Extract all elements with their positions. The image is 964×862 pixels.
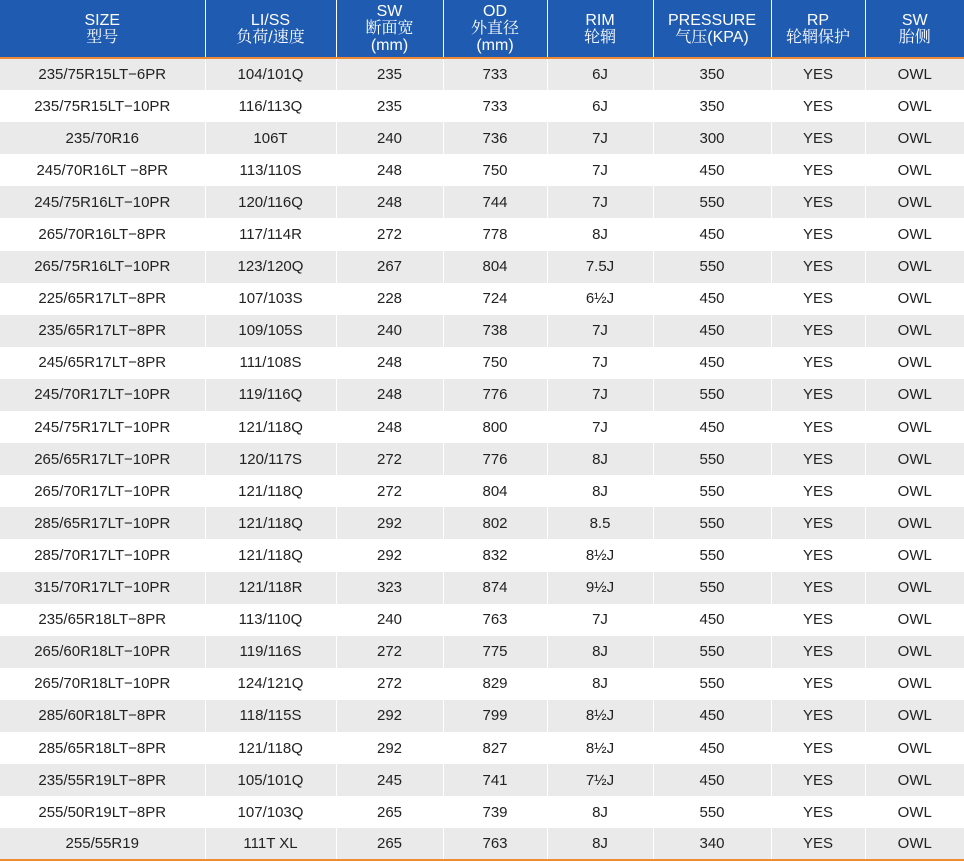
cell-rim-protector: YES [771,539,865,571]
cell-pressure: 450 [653,604,771,636]
cell-rim: 7J [547,122,653,154]
cell-outer-diameter: 776 [443,443,547,475]
cell-sidewall: OWL [865,186,964,218]
cell-load-speed: 105/101Q [205,764,336,796]
cell-outer-diameter: 776 [443,379,547,411]
cell-section-width: 248 [336,347,443,379]
cell-pressure: 450 [653,315,771,347]
cell-pressure: 450 [653,700,771,732]
cell-section-width: 248 [336,186,443,218]
cell-rim-protector: YES [771,186,865,218]
header-load-speed-cn: 负荷/速度 [236,28,305,46]
cell-pressure: 300 [653,122,771,154]
cell-pressure: 450 [653,347,771,379]
cell-pressure: 350 [653,90,771,122]
cell-rim: 7J [547,315,653,347]
table-row [0,90,964,122]
cell-section-width: 248 [336,154,443,186]
cell-pressure: 550 [653,251,771,283]
cell-pressure: 550 [653,539,771,571]
cell-rim-protector: YES [771,154,865,186]
cell-outer-diameter: 827 [443,732,547,764]
header-rim-cn: 轮辋 [583,28,616,46]
cell-load-speed: 120/117S [205,443,336,475]
header-outer-diameter-cn: 外直径 [470,20,519,37]
cell-size: 255/50R19LT−8PR [0,796,205,828]
cell-section-width: 272 [336,218,443,250]
cell-load-speed: 116/113Q [205,90,336,122]
cell-rim-protector: YES [771,411,865,443]
table-row [0,283,964,315]
header-sidewall [865,0,964,58]
cell-load-speed: 121/118Q [205,732,336,764]
cell-size: 235/75R15LT−6PR [0,58,205,90]
cell-size: 245/75R17LT−10PR [0,411,205,443]
cell-pressure: 450 [653,411,771,443]
table-row [0,347,964,379]
table-row [0,218,964,250]
cell-outer-diameter: 800 [443,411,547,443]
cell-section-width: 292 [336,539,443,571]
cell-sidewall: OWL [865,668,964,700]
header-outer-diameter [443,0,547,58]
cell-section-width: 228 [336,283,443,315]
cell-rim: 7J [547,347,653,379]
header-pressure [653,0,771,58]
cell-pressure: 550 [653,186,771,218]
cell-rim-protector: YES [771,636,865,668]
cell-sidewall: OWL [865,796,964,828]
header-pressure-en: PRESSURE [667,11,757,29]
cell-load-speed: 124/121Q [205,668,336,700]
table-row [0,668,964,700]
header-section-width-en: SW [376,3,403,20]
cell-load-speed: 107/103Q [205,796,336,828]
cell-size: 285/65R17LT−10PR [0,507,205,539]
cell-sidewall: OWL [865,507,964,539]
cell-sidewall: OWL [865,604,964,636]
header-rim-en: RIM [585,11,615,29]
cell-size: 285/70R17LT−10PR [0,539,205,571]
cell-rim-protector: YES [771,828,865,860]
cell-sidewall: OWL [865,315,964,347]
header-rim-protector-cn: 轮辋保护 [785,28,850,46]
cell-outer-diameter: 750 [443,154,547,186]
cell-pressure: 550 [653,379,771,411]
cell-rim: 8½J [547,700,653,732]
cell-sidewall: OWL [865,443,964,475]
table-row [0,379,964,411]
cell-section-width: 272 [336,668,443,700]
table-row [0,251,964,283]
cell-load-speed: 113/110S [205,154,336,186]
cell-rim-protector: YES [771,283,865,315]
table-row [0,636,964,668]
cell-rim: 8.5 [547,507,653,539]
cell-rim: 8½J [547,539,653,571]
header-rim [547,0,653,58]
cell-outer-diameter: 733 [443,90,547,122]
cell-sidewall: OWL [865,732,964,764]
header-outer-diameter-unit: (mm) [476,37,514,54]
cell-rim-protector: YES [771,796,865,828]
cell-load-speed: 109/105S [205,315,336,347]
cell-load-speed: 120/116Q [205,186,336,218]
cell-sidewall: OWL [865,700,964,732]
cell-size: 235/75R15LT−10PR [0,90,205,122]
cell-size: 235/65R18LT−8PR [0,604,205,636]
cell-load-speed: 121/118Q [205,411,336,443]
cell-outer-diameter: 778 [443,218,547,250]
cell-size: 315/70R17LT−10PR [0,572,205,604]
table-header [0,0,964,58]
cell-size: 235/65R17LT−8PR [0,315,205,347]
header-section-width-unit: (mm) [370,37,409,54]
cell-pressure: 450 [653,732,771,764]
table-row [0,443,964,475]
cell-outer-diameter: 736 [443,122,547,154]
cell-sidewall: OWL [865,411,964,443]
cell-rim: 7½J [547,764,653,796]
cell-section-width: 323 [336,572,443,604]
cell-pressure: 350 [653,58,771,90]
cell-size: 245/70R16LT −8PR [0,154,205,186]
cell-size: 255/55R19 [0,828,205,860]
cell-rim: 6J [547,58,653,90]
cell-rim-protector: YES [771,379,865,411]
header-rim-protector-en: RP [806,11,830,29]
cell-sidewall: OWL [865,218,964,250]
cell-pressure: 550 [653,507,771,539]
table-row [0,58,964,90]
cell-outer-diameter: 829 [443,668,547,700]
cell-load-speed: 118/115S [205,700,336,732]
cell-outer-diameter: 775 [443,636,547,668]
cell-section-width: 240 [336,604,443,636]
cell-size: 225/65R17LT−8PR [0,283,205,315]
cell-section-width: 272 [336,475,443,507]
cell-rim-protector: YES [771,604,865,636]
cell-size: 245/75R16LT−10PR [0,186,205,218]
header-size [0,0,205,58]
cell-outer-diameter: 741 [443,764,547,796]
cell-load-speed: 111/108S [205,347,336,379]
header-rim-protector [771,0,865,58]
cell-load-speed: 119/116S [205,636,336,668]
cell-rim-protector: YES [771,572,865,604]
cell-sidewall: OWL [865,379,964,411]
cell-sidewall: OWL [865,828,964,860]
header-load-speed-en: LI/SS [250,11,291,29]
cell-sidewall: OWL [865,572,964,604]
cell-size: 285/60R18LT−8PR [0,700,205,732]
cell-outer-diameter: 763 [443,604,547,636]
cell-size: 265/70R16LT−8PR [0,218,205,250]
cell-outer-diameter: 874 [443,572,547,604]
cell-load-speed: 111T XL [205,828,336,860]
table-row [0,186,964,218]
cell-section-width: 292 [336,700,443,732]
cell-rim: 7J [547,411,653,443]
cell-outer-diameter: 763 [443,828,547,860]
cell-outer-diameter: 832 [443,539,547,571]
cell-rim-protector: YES [771,732,865,764]
cell-rim: 8J [547,796,653,828]
cell-rim: 7J [547,604,653,636]
header-size-en: SIZE [84,11,121,29]
table-row [0,507,964,539]
cell-rim: 8J [547,443,653,475]
cell-load-speed: 121/118Q [205,507,336,539]
header-load-speed [205,0,336,58]
cell-size: 235/70R16 [0,122,205,154]
cell-load-speed: 107/103S [205,283,336,315]
cell-pressure: 450 [653,218,771,250]
cell-section-width: 272 [336,636,443,668]
cell-pressure: 550 [653,443,771,475]
cell-rim: 7J [547,379,653,411]
cell-pressure: 450 [653,154,771,186]
cell-sidewall: OWL [865,347,964,379]
cell-rim: 8½J [547,732,653,764]
cell-rim: 6½J [547,283,653,315]
cell-section-width: 272 [336,443,443,475]
cell-outer-diameter: 799 [443,700,547,732]
header-row [0,0,964,58]
cell-sidewall: OWL [865,251,964,283]
cell-sidewall: OWL [865,475,964,507]
cell-section-width: 265 [336,796,443,828]
cell-sidewall: OWL [865,58,964,90]
cell-sidewall: OWL [865,636,964,668]
table-row [0,411,964,443]
table-row [0,122,964,154]
cell-rim: 8J [547,218,653,250]
cell-size: 265/65R17LT−10PR [0,443,205,475]
cell-load-speed: 106T [205,122,336,154]
cell-rim-protector: YES [771,347,865,379]
cell-outer-diameter: 804 [443,251,547,283]
cell-load-speed: 113/110Q [205,604,336,636]
cell-rim: 8J [547,636,653,668]
cell-section-width: 292 [336,732,443,764]
cell-rim-protector: YES [771,315,865,347]
cell-rim: 7J [547,154,653,186]
cell-sidewall: OWL [865,764,964,796]
cell-outer-diameter: 750 [443,347,547,379]
cell-outer-diameter: 744 [443,186,547,218]
cell-section-width: 245 [336,764,443,796]
header-sidewall-cn: 胎侧 [898,28,931,46]
cell-sidewall: OWL [865,154,964,186]
cell-outer-diameter: 802 [443,507,547,539]
cell-rim-protector: YES [771,251,865,283]
cell-sidewall: OWL [865,283,964,315]
cell-pressure: 550 [653,475,771,507]
table-row [0,764,964,796]
cell-pressure: 550 [653,636,771,668]
cell-outer-diameter: 804 [443,475,547,507]
table-row [0,154,964,186]
cell-rim-protector: YES [771,507,865,539]
cell-size: 265/75R16LT−10PR [0,251,205,283]
table-row [0,475,964,507]
cell-outer-diameter: 724 [443,283,547,315]
cell-rim-protector: YES [771,218,865,250]
cell-load-speed: 123/120Q [205,251,336,283]
cell-pressure: 550 [653,796,771,828]
cell-pressure: 450 [653,283,771,315]
cell-section-width: 235 [336,58,443,90]
cell-load-speed: 119/116Q [205,379,336,411]
header-pressure-cn: 气压(KPA) [675,28,749,46]
cell-rim-protector: YES [771,700,865,732]
cell-rim: 6J [547,90,653,122]
header-outer-diameter-en: OD [483,3,507,20]
header-sidewall-en: SW [901,11,928,29]
cell-load-speed: 121/118R [205,572,336,604]
cell-sidewall: OWL [865,90,964,122]
table-row [0,732,964,764]
cell-outer-diameter: 738 [443,315,547,347]
cell-section-width: 235 [336,90,443,122]
table-row [0,700,964,732]
table-row [0,828,964,860]
table-body [0,58,964,860]
cell-size: 245/70R17LT−10PR [0,379,205,411]
table-row [0,572,964,604]
cell-section-width: 240 [336,122,443,154]
cell-rim-protector: YES [771,90,865,122]
cell-rim: 7J [547,186,653,218]
cell-sidewall: OWL [865,122,964,154]
cell-sidewall: OWL [865,539,964,571]
cell-size: 285/65R18LT−8PR [0,732,205,764]
cell-load-speed: 121/118Q [205,475,336,507]
cell-rim-protector: YES [771,764,865,796]
cell-pressure: 550 [653,668,771,700]
cell-size: 265/60R18LT−10PR [0,636,205,668]
cell-section-width: 248 [336,411,443,443]
header-section-width-cn: 断面宽 [365,20,414,37]
table-row [0,539,964,571]
cell-rim: 9½J [547,572,653,604]
cell-section-width: 292 [336,507,443,539]
cell-size: 265/70R17LT−10PR [0,475,205,507]
cell-rim: 8J [547,475,653,507]
cell-rim-protector: YES [771,122,865,154]
cell-rim: 7.5J [547,251,653,283]
cell-rim: 8J [547,828,653,860]
header-section-width [336,0,443,58]
header-size-cn: 型号 [86,28,119,46]
cell-rim-protector: YES [771,443,865,475]
cell-outer-diameter: 739 [443,796,547,828]
cell-rim-protector: YES [771,475,865,507]
cell-size: 245/65R17LT−8PR [0,347,205,379]
cell-load-speed: 121/118Q [205,539,336,571]
cell-size: 235/55R19LT−8PR [0,764,205,796]
table-row [0,796,964,828]
cell-outer-diameter: 733 [443,58,547,90]
cell-rim-protector: YES [771,58,865,90]
table-row [0,315,964,347]
cell-section-width: 248 [336,379,443,411]
cell-rim-protector: YES [771,668,865,700]
cell-pressure: 550 [653,572,771,604]
cell-size: 265/70R18LT−10PR [0,668,205,700]
cell-section-width: 265 [336,828,443,860]
cell-pressure: 450 [653,764,771,796]
cell-pressure: 340 [653,828,771,860]
cell-rim: 8J [547,668,653,700]
cell-section-width: 267 [336,251,443,283]
table-row [0,604,964,636]
cell-load-speed: 117/114R [205,218,336,250]
cell-load-speed: 104/101Q [205,58,336,90]
cell-section-width: 240 [336,315,443,347]
